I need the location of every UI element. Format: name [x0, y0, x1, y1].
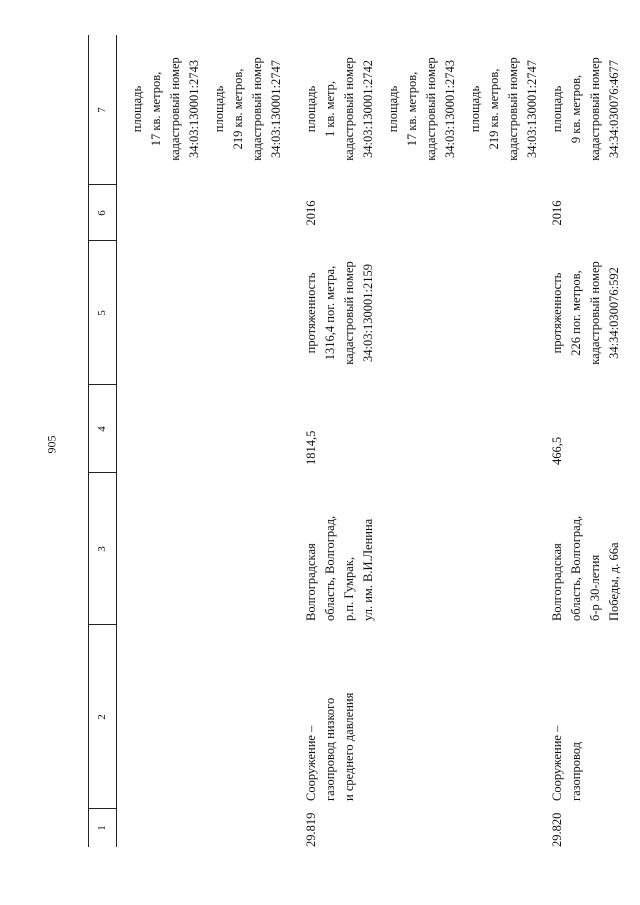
row-2-id: 29.820 — [550, 812, 564, 847]
header-col-6: 6 — [96, 210, 108, 216]
carryover-land-1: площадь 17 кв. метров, кадастровый номер 34:03:130001:2743 — [130, 57, 201, 161]
row-2-characteristics: протяженность 226 пог. метров, кадастровый номер 34:34:030076:592 — [550, 261, 621, 365]
page-number: 905 — [44, 435, 59, 454]
header-col-5: 5 — [96, 310, 108, 316]
row-1-value: 1814,5 — [304, 430, 318, 465]
header-col-1: 1 — [96, 825, 108, 831]
row-1-name: Сооружение – газопровод низкого и среднего давления — [304, 692, 356, 801]
row-1-address: Волгоградская область, Волгоград, р.п. Гумрак, ул. им. В.И.Ленина — [304, 515, 375, 621]
row-2-land-1: площадь 9 кв. метров, кадастровый номер 34:34:030076:4677 — [550, 57, 621, 161]
row-1-land-2: площадь 17 кв. метров, кадастровый номер 34:03:130001:2743 — [386, 57, 457, 161]
carryover-land-2: площадь 219 кв. метров, кадастровый номер 34:03:130001:2747 — [212, 57, 283, 161]
header-col-2: 2 — [96, 714, 108, 720]
row-1-characteristics: протяженность 1316,4 пог. метра, кадастровый номер 34:03:130001:2159 — [304, 261, 375, 365]
header-col-4: 4 — [96, 426, 108, 432]
header-bottom-border — [116, 35, 117, 847]
row-1-land-1: площадь 1 кв. метр, кадастровый номер 34:03:130001:2742 — [304, 57, 375, 161]
row-2-name: Сооружение – газопровод — [550, 725, 583, 801]
row-2-year: 2016 — [550, 200, 564, 226]
row-2-value: 466,5 — [550, 436, 564, 465]
header-col-3: 3 — [96, 546, 108, 552]
row-1-id: 29.819 — [304, 812, 318, 847]
row-1-year: 2016 — [304, 200, 318, 226]
header-col-7: 7 — [96, 107, 108, 113]
row-1-land-3: площадь 219 кв. метров, кадастровый номер 34:03:130001:2747 — [468, 57, 539, 161]
row-2-address: Волгоградская область, Волгоград, б-р 30-летия Победы, д. 66а — [550, 515, 621, 621]
